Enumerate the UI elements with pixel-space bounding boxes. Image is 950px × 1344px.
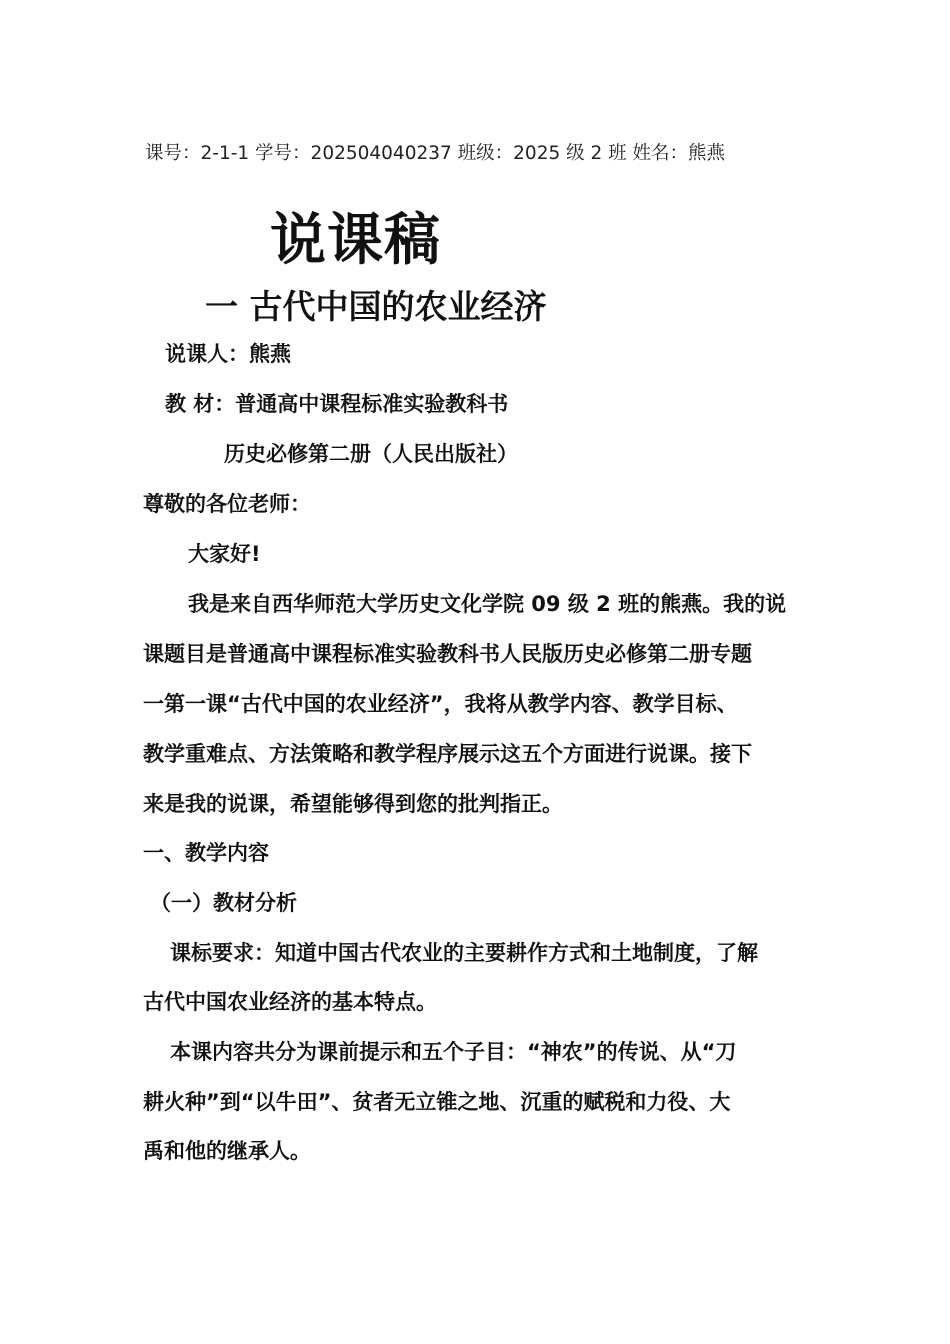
- content-paragraph-line: 禹和他的继承人。: [143, 1139, 311, 1163]
- standard-paragraph-line: 古代中国农业经济的基本特点。: [143, 990, 437, 1014]
- intro-paragraph-line: 课题目是普通高中课程标准实验教科书人民版历史必修第二册专题: [143, 642, 752, 666]
- intro-paragraph-line: 一第一课“古代中国的农业经济”，我将从教学内容、教学目标、: [143, 692, 738, 716]
- subsection-heading: （一）教材分析: [150, 891, 297, 915]
- content-paragraph-line: 本课内容共分为课前提示和五个子目：“神农”的传说、从“刀: [170, 1040, 737, 1064]
- lesson-subtitle: 一 古代中国的农业经济: [205, 287, 547, 326]
- textbook-line-2: 历史必修第二册（人民出版社）: [224, 442, 518, 466]
- intro-paragraph-line: 来是我的说课，希望能够得到您的批判指正。: [143, 792, 563, 816]
- intro-paragraph-line: 我是来自西华师范大学历史文化学院 09 级 2 班的熊燕。我的说: [188, 592, 787, 616]
- course-meta-line: 课号：2-1-1 学号：202504040237 班级：2025 级 2 班 姓名：熊燕: [145, 143, 726, 164]
- greeting-line: 尊敬的各位老师：: [143, 492, 311, 516]
- hello-line: 大家好!: [188, 542, 261, 566]
- content-paragraph-line: 耕火种”到“以牛田”、贫者无立锥之地、沉重的赋税和力役、大: [143, 1090, 731, 1114]
- speaker-line: 说课人：熊燕: [165, 342, 291, 366]
- intro-paragraph-line: 教学重难点、方法策略和教学程序展示这五个方面进行说课。接下: [143, 742, 752, 766]
- section-heading: 一、教学内容: [143, 841, 269, 865]
- textbook-line-1: 教 材：普通高中课程标准实验教科书: [165, 392, 509, 416]
- standard-paragraph-line: 课标要求：知道中国古代农业的主要耕作方式和土地制度，了解: [170, 941, 758, 965]
- document-title: 说课稿: [270, 208, 441, 273]
